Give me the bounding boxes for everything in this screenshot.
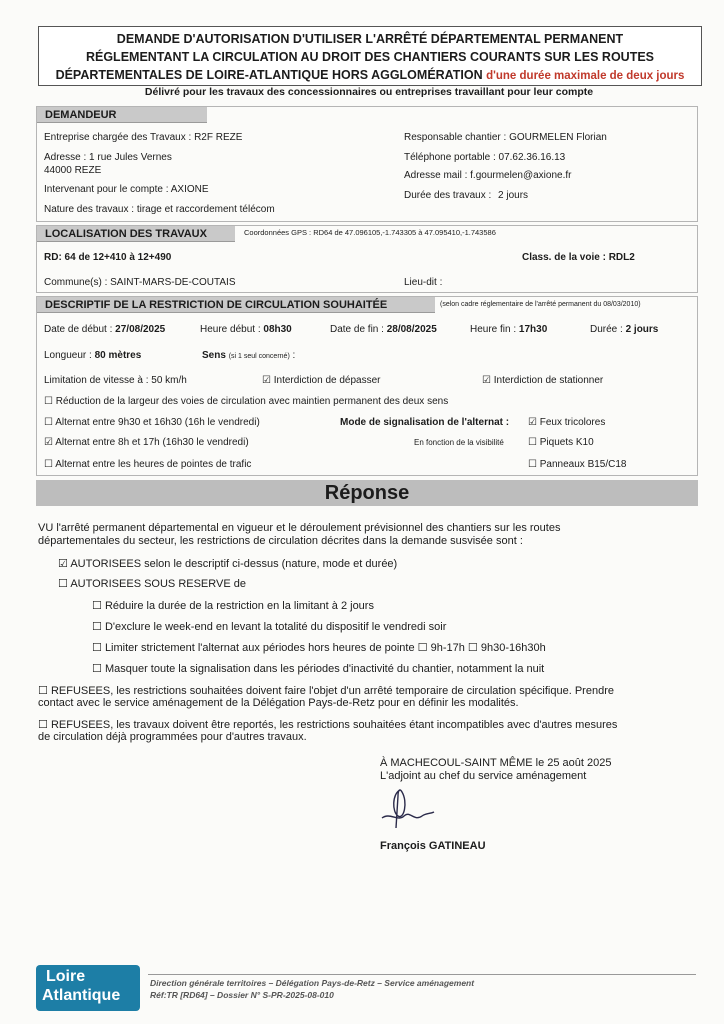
class-voie-field: Class. de la voie : RDL2	[522, 252, 635, 263]
entreprise-field: Entreprise chargée des Travaux : R2F REZE	[44, 132, 243, 143]
reduction-label: Réduction de la largeur des voies de circulation avec maintien permanent des deux sens	[55, 396, 449, 407]
reserve-3-option-a-checkbox[interactable]: ☐	[417, 641, 428, 654]
date-fin	[330, 324, 437, 335]
reserve-2-checkbox[interactable]: ☐	[92, 620, 102, 633]
refusees-1-checkbox[interactable]: ☐	[38, 684, 48, 697]
option-feux	[528, 417, 605, 428]
reserve-1-label: Réduire la durée de la restriction en la limitant à 2 jours	[104, 600, 374, 612]
nature-field: Nature des travaux : tirage et raccordement télécom	[44, 204, 275, 215]
mail-value: : f.gourmelen@axione.fr	[464, 170, 572, 181]
sens-label: Sens	[202, 350, 226, 361]
panneaux-label: Panneaux B15/C18	[539, 459, 627, 470]
stationner-checkbox[interactable]: ☑	[482, 375, 491, 386]
signatory-name: François GATINEAU	[380, 840, 486, 852]
title-line-2: RÉGLEMENTANT LA CIRCULATION AU DROIT DES CHANTIERS COURANTS SUR LES ROUTES	[85, 50, 655, 64]
handwritten-signature	[376, 782, 440, 838]
heure-debut	[200, 324, 292, 335]
option-piquets	[528, 437, 594, 448]
signature-function: L'adjoint au chef du service aménagement	[380, 770, 587, 782]
depasser-label: Interdiction de dépasser	[273, 375, 381, 386]
sens-note: (si 1 seul concerné)	[228, 353, 290, 360]
reserve-3-option-b: 9h30-16h30h	[480, 642, 546, 654]
option-panneaux	[528, 459, 626, 470]
refusees-2-checkbox[interactable]: ☐	[38, 718, 48, 731]
vu-line-2: départementales du secteur, les restrictions de circulation décrites dans la demande susvisée sont :	[38, 535, 523, 547]
duree-restriction	[590, 324, 658, 335]
date-debut	[44, 324, 165, 335]
autorisees-checkbox[interactable]: ☑	[58, 557, 68, 570]
heure-fin	[470, 324, 547, 335]
gps-coordinates: Coordonnées GPS : RD64 de 47.096105,-1.743305 à 47.095410,-1.743586	[244, 228, 496, 237]
answer-sous-reserve	[58, 577, 246, 590]
sous-reserve-checkbox[interactable]: ☐	[58, 577, 68, 590]
reserve-3-option-a: 9h-17h	[430, 642, 465, 654]
reserve-3	[92, 641, 546, 654]
vitesse-field: Limitation de vitesse à : 50 km/h	[44, 375, 187, 386]
mode-signalisation-label: Mode de signalisation de l'alternat :	[340, 417, 510, 428]
descriptif-section	[36, 296, 698, 476]
visibilite-label: En fonction de la visibilité	[414, 438, 504, 447]
descriptif-heading: DESCRIPTIF DE LA RESTRICTION DE CIRCULATION SOUHAITÉE	[37, 297, 435, 313]
intervenant-field: Intervenant pour le compte : AXIONE	[44, 184, 209, 195]
telephone-field: Téléphone portable : 07.62.36.16.13	[404, 152, 566, 163]
alternat-3-label: Alternat entre les heures de pointes de trafic	[55, 459, 252, 470]
alternat-2-label: Alternat entre 8h et 17h (16h30 le vendredi)	[55, 437, 249, 448]
reduction-checkbox[interactable]: ☐	[44, 396, 53, 407]
longueur	[44, 350, 141, 361]
refusees-2-line-2: de circulation déjà programmées pour d'autres travaux.	[38, 731, 307, 743]
heure-fin-label: Heure fin :	[470, 324, 517, 335]
commune-field: Commune(s) : SAINT-MARS-DE-COUTAIS	[44, 277, 236, 288]
option-alternat-2	[44, 437, 249, 448]
adresse-city-field: 44000 REZE	[44, 165, 102, 176]
duree-restriction-label: Durée :	[590, 324, 623, 335]
heure-debut-value: 08h30	[263, 324, 292, 335]
duree-travaux-label: Durée des travaux :	[404, 190, 492, 201]
reserve-2-label: D'exclure le week-end en levant la totalité du dispositif le vendredi soir	[104, 621, 447, 633]
stationner-label: Interdiction de stationner	[493, 375, 604, 386]
answer-refusees-1	[38, 684, 614, 697]
footer-reference: Réf:TR [RD64] – Dossier N° S-PR-2025-08-010	[150, 990, 334, 1000]
descriptif-note: (selon cadre réglementaire de l'arrêté permanent du 08/03/2010)	[440, 301, 641, 308]
logo-line-1: Loire	[46, 968, 86, 985]
sens: Sens (si 1 seul concerné) :	[202, 350, 296, 361]
date-fin-value: 28/08/2025	[386, 324, 437, 335]
option-depasser	[262, 375, 380, 386]
alternat-2-checkbox[interactable]: ☑	[44, 437, 53, 448]
alternat-1-checkbox[interactable]: ☐	[44, 417, 53, 428]
reserve-3-option-b-checkbox[interactable]: ☐	[467, 641, 478, 654]
title-line-3: DÉPARTEMENTALES DE LOIRE-ATLANTIQUE HORS AGGLOMÉRATION	[55, 68, 483, 82]
heure-debut-label: Heure début :	[200, 324, 261, 335]
mail-label: Adresse mail	[404, 170, 462, 181]
longueur-label: Longueur :	[44, 350, 92, 361]
reserve-1-checkbox[interactable]: ☐	[92, 599, 102, 612]
localisation-heading: LOCALISATION DES TRAVAUX	[37, 226, 235, 242]
duree-travaux-field	[404, 190, 528, 201]
refusees-1-label: REFUSEES, les restrictions souhaitées doivent faire l'objet d'un arrêté temporaire de circulation spécifique. Prendre	[50, 685, 614, 697]
refusees-2-label: REFUSEES, les travaux doivent être reportés, les restrictions souhaitées étant incompatibles avec d'autres mesures	[50, 719, 618, 731]
piquets-label: Piquets K10	[539, 437, 594, 448]
alternat-3-checkbox[interactable]: ☐	[44, 459, 53, 470]
option-stationner	[482, 375, 603, 386]
heure-fin-value: 17h30	[518, 324, 548, 335]
answer-autorisees	[58, 557, 397, 570]
lieu-dit-field: Lieu-dit :	[404, 277, 443, 288]
answer-refusees-2	[38, 718, 617, 731]
responsable-field: Responsable chantier : GOURMELEN Florian	[404, 132, 607, 143]
adresse-field: Adresse : 1 rue Jules Vernes	[44, 152, 172, 163]
duree-travaux-value: 2 jours	[498, 190, 529, 201]
option-reduction	[44, 396, 448, 407]
date-fin-label: Date de fin :	[330, 324, 384, 335]
reserve-4-checkbox[interactable]: ☐	[92, 662, 102, 675]
autorisees-label: AUTORISEES selon le descriptif ci-dessus (nature, mode et durée)	[70, 558, 398, 570]
reserve-3-checkbox[interactable]: ☐	[92, 641, 102, 654]
option-alternat-3	[44, 459, 251, 470]
footer-direction: Direction générale territoires – Délégation Pays-de-Retz – Service aménagement	[150, 978, 475, 988]
demandeur-heading: DEMANDEUR	[37, 107, 207, 123]
rd-field: RD: 64 de 12+410 à 12+490	[44, 252, 172, 263]
feux-checkbox[interactable]: ☑	[528, 417, 537, 428]
alternat-1-label: Alternat entre 9h30 et 16h30 (16h le vendredi)	[55, 417, 260, 428]
mail-field	[404, 170, 571, 181]
feux-label: Feux tricolores	[539, 417, 606, 428]
reserve-1	[92, 599, 374, 612]
document-subtitle: Délivré pour les travaux des concessionnaires ou entreprises travaillant pour leur compte	[144, 86, 594, 98]
title-line-1: DEMANDE D'AUTORISATION D'UTILISER L'ARRÊTÉ DÉPARTEMENTAL PERMANENT	[116, 32, 624, 46]
sous-reserve-label: AUTORISEES SOUS RESERVE de	[70, 578, 246, 590]
depasser-checkbox[interactable]: ☑	[262, 375, 271, 386]
duree-restriction-value: 2 jours	[625, 324, 659, 335]
longueur-value: 80 mètres	[94, 350, 142, 361]
logo-line-2: Atlantique	[42, 987, 121, 1004]
loire-atlantique-logo	[36, 965, 140, 1011]
date-debut-value: 27/08/2025	[115, 324, 166, 335]
option-alternat-1	[44, 417, 260, 428]
piquets-checkbox[interactable]: ☐	[528, 437, 537, 448]
footer-divider	[148, 974, 696, 975]
reserve-2	[92, 620, 446, 633]
vu-line-1: VU l'arrêté permanent départemental en vigueur et le déroulement prévisionnel des chantiers sur les routes	[38, 522, 561, 534]
reserve-4	[92, 662, 544, 675]
reponse-heading: Réponse	[36, 480, 698, 506]
refusees-1-line-2: contact avec le service aménagement de la Délégation Pays-de-Retz pour en définir les modalités.	[38, 697, 519, 709]
document-title	[38, 26, 702, 86]
reserve-4-label: Masquer toute la signalisation dans les périodes d'inactivité du chantier, notamment la nuit	[104, 663, 545, 675]
panneaux-checkbox[interactable]: ☐	[528, 459, 537, 470]
reserve-3-label: Limiter strictement l'alternat aux périodes hors heures de pointe	[104, 642, 415, 654]
signature-place-date: À MACHECOUL-SAINT MÊME le 25 août 2025	[380, 757, 612, 769]
title-red-note: d'une durée maximale de deux jours	[486, 70, 685, 82]
date-debut-label: Date de début :	[44, 324, 113, 335]
